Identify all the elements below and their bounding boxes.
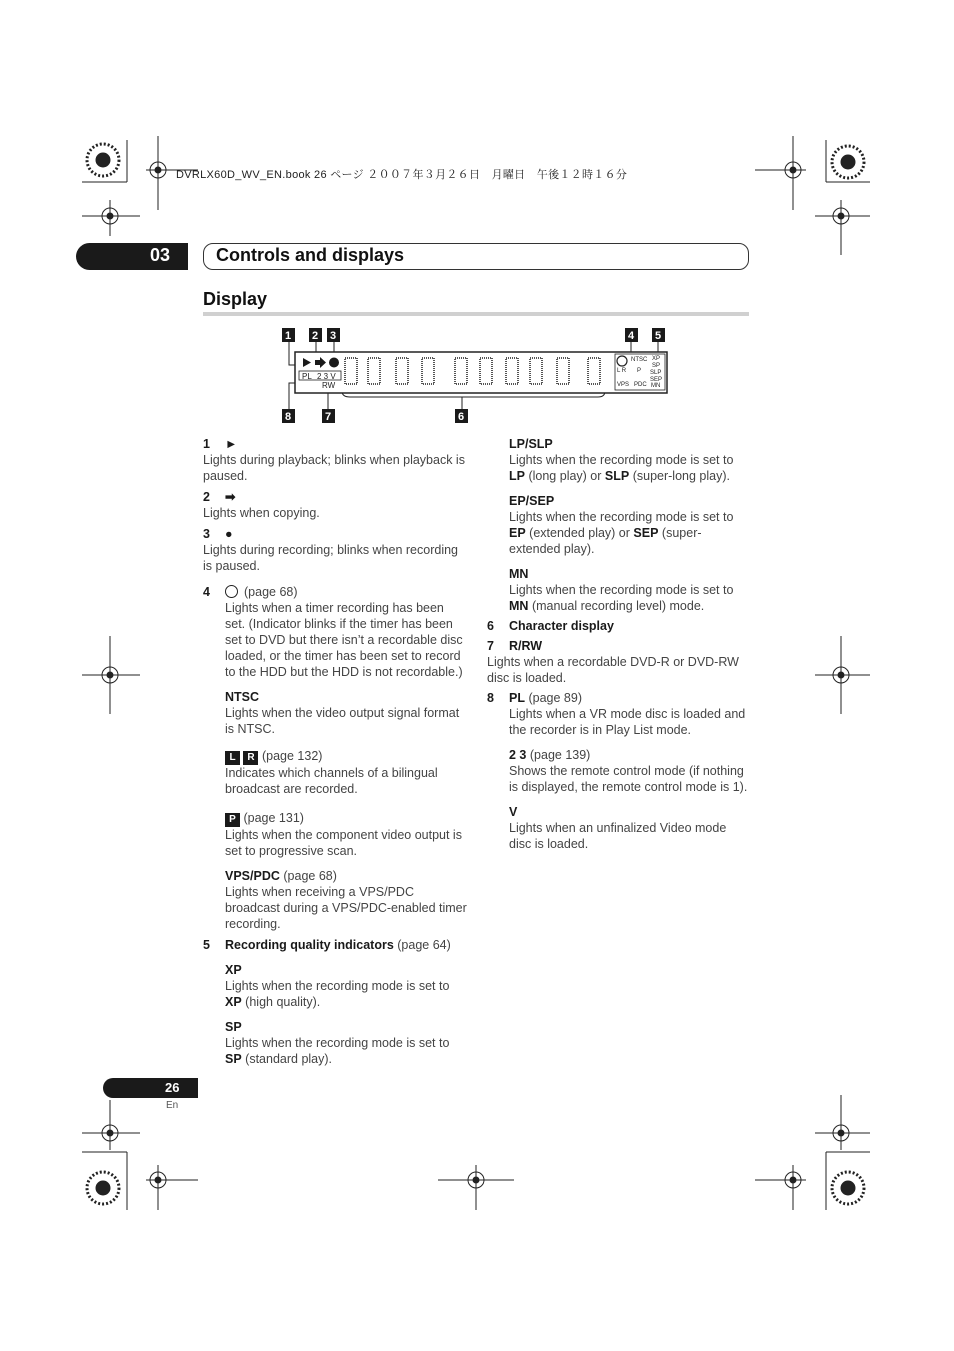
panel-pl: PL — [302, 372, 312, 381]
l-channel-icon: L — [225, 751, 240, 765]
chapter-number: 03 — [150, 245, 171, 265]
panel-sp: SP — [652, 363, 661, 369]
item-3-text: Lights during recording; blinks when recording is paused. — [203, 543, 459, 573]
lp-heading: LP/SLP — [509, 437, 553, 451]
item-5-heading: Recording quality indicators — [225, 938, 394, 952]
mode-23-text: Shows the remote control mode (if nothing is displayed, the remote control mode is 1). — [509, 764, 748, 794]
callout-2: 2 — [312, 330, 319, 342]
xp-text: Lights when the recording mode is set to XP (high quality). — [225, 979, 450, 1009]
mode-23-page: (page 139) — [529, 748, 591, 762]
item-8-text: Lights when a VR mode disc is loaded and the recorder is in Play List mode. — [509, 707, 746, 737]
p-text: Lights when the component video output is set to progressive scan. — [225, 828, 462, 858]
v-text: Lights when an unfinalized Video mode disc is loaded. — [509, 821, 727, 851]
panel-mn: MN — [651, 383, 661, 389]
page-tab — [103, 1078, 198, 1098]
panel-p: P — [637, 368, 642, 374]
item-8-heading: PL — [509, 691, 525, 705]
sp-heading: SP — [225, 1020, 242, 1034]
display-panel-diagram — [280, 325, 672, 425]
panel-mode: 2 3 V — [317, 372, 336, 381]
item-7-heading: R/RW — [509, 639, 543, 653]
panel-xp: XP — [652, 356, 661, 362]
item-2-text: Lights when copying. — [203, 506, 320, 520]
callout-1: 1 — [285, 330, 292, 342]
mode-23-heading: 2 3 — [509, 748, 527, 762]
lr-text: Indicates which channels of a bilingual broadcast are recorded. — [225, 766, 438, 796]
lp-text: Lights when the recording mode is set to LP (long play) or SLP (super-long play). — [509, 453, 734, 483]
section-title: Display — [203, 289, 268, 309]
panel-lr: L R — [617, 368, 627, 374]
item-5-number: 5 — [203, 938, 210, 952]
ntsc-text: Lights when the video output signal format is NTSC. — [225, 706, 460, 736]
timer-clock-icon — [225, 585, 238, 598]
panel-slp: SLP — [650, 370, 662, 376]
lr-page: (page 132) — [261, 749, 323, 763]
vps-heading: VPS/PDC — [225, 869, 280, 883]
item-3-number: 3 — [203, 527, 210, 541]
ep-heading: EP/SEP — [509, 494, 555, 508]
page-language: En — [166, 1100, 179, 1111]
callout-7: 7 — [325, 411, 332, 423]
record-dot-icon: ● — [225, 527, 233, 541]
ep-text: Lights when the recording mode is set to EP (extended play) or SEP (super-extended play). — [509, 510, 734, 556]
vps-text: Lights when receiving a VPS/PDC broadcast during a VPS/PDC-enabled timer recording. — [225, 885, 467, 931]
item-2-number: 2 — [203, 490, 210, 504]
callout-5: 5 — [655, 330, 662, 342]
panel-rw: RW — [322, 381, 336, 390]
chapter-tab — [76, 243, 188, 270]
chapter-title: Controls and displays — [216, 245, 405, 265]
item-6-heading: Character display — [509, 619, 614, 633]
panel-pdc: PDC — [634, 382, 647, 388]
panel-vps: VPS — [617, 382, 630, 388]
copy-arrow-icon: ➡ — [225, 490, 236, 504]
item-4-number: 4 — [203, 585, 210, 599]
progressive-p-icon: P — [225, 813, 240, 827]
mn-heading: MN — [509, 567, 529, 581]
callout-3: 3 — [330, 330, 337, 342]
p-page: (page 131) — [243, 811, 304, 825]
left-column — [203, 436, 467, 1067]
item-8-number: 8 — [487, 691, 494, 705]
callout-6: 6 — [458, 411, 465, 423]
section-rule — [203, 312, 749, 316]
page-number: 26 — [165, 1080, 180, 1095]
print-file-header: DVRLX60D_WV_EN.book 26 ページ ２００７年３月２６日 月曜日 午後１２時１６分 — [176, 169, 628, 181]
v-heading: V — [509, 805, 518, 819]
callout-8: 8 — [285, 411, 292, 423]
item-7-text: Lights when a recordable DVD-R or DVD-RW disc is loaded. — [487, 655, 739, 685]
panel-ntsc: NTSC — [631, 357, 648, 363]
item-4-page: (page 68) — [244, 585, 298, 599]
mn-text: Lights when the recording mode is set to MN (manual recording level) mode. — [509, 583, 734, 613]
item-1-number: 1 — [203, 437, 210, 451]
panel-sep: SEP — [650, 377, 663, 383]
item-7-number: 7 — [487, 639, 494, 653]
xp-heading: XP — [225, 963, 242, 977]
vps-page: (page 68) — [283, 869, 337, 883]
item-6-number: 6 — [487, 619, 494, 633]
play-indicator-icon: ► — [225, 437, 238, 451]
item-1-text: Lights during playback; blinks when playback is paused. — [203, 453, 465, 483]
item-8-page: (page 89) — [528, 691, 582, 705]
item-4-text: Lights when a timer recording has been set. (Indicator blinks if the timer has been set to DVD but there isn’t a recordable disc loaded, or the timer has been set to record to the HDD but the HDD is not recordable.) — [225, 601, 463, 679]
right-column — [487, 436, 749, 852]
ntsc-heading: NTSC — [225, 690, 260, 704]
callout-4: 4 — [628, 330, 635, 342]
r-channel-icon: R — [243, 751, 258, 765]
item-5-page: (page 64) — [397, 938, 451, 952]
sp-text: Lights when the recording mode is set to SP (standard play). — [225, 1036, 450, 1066]
